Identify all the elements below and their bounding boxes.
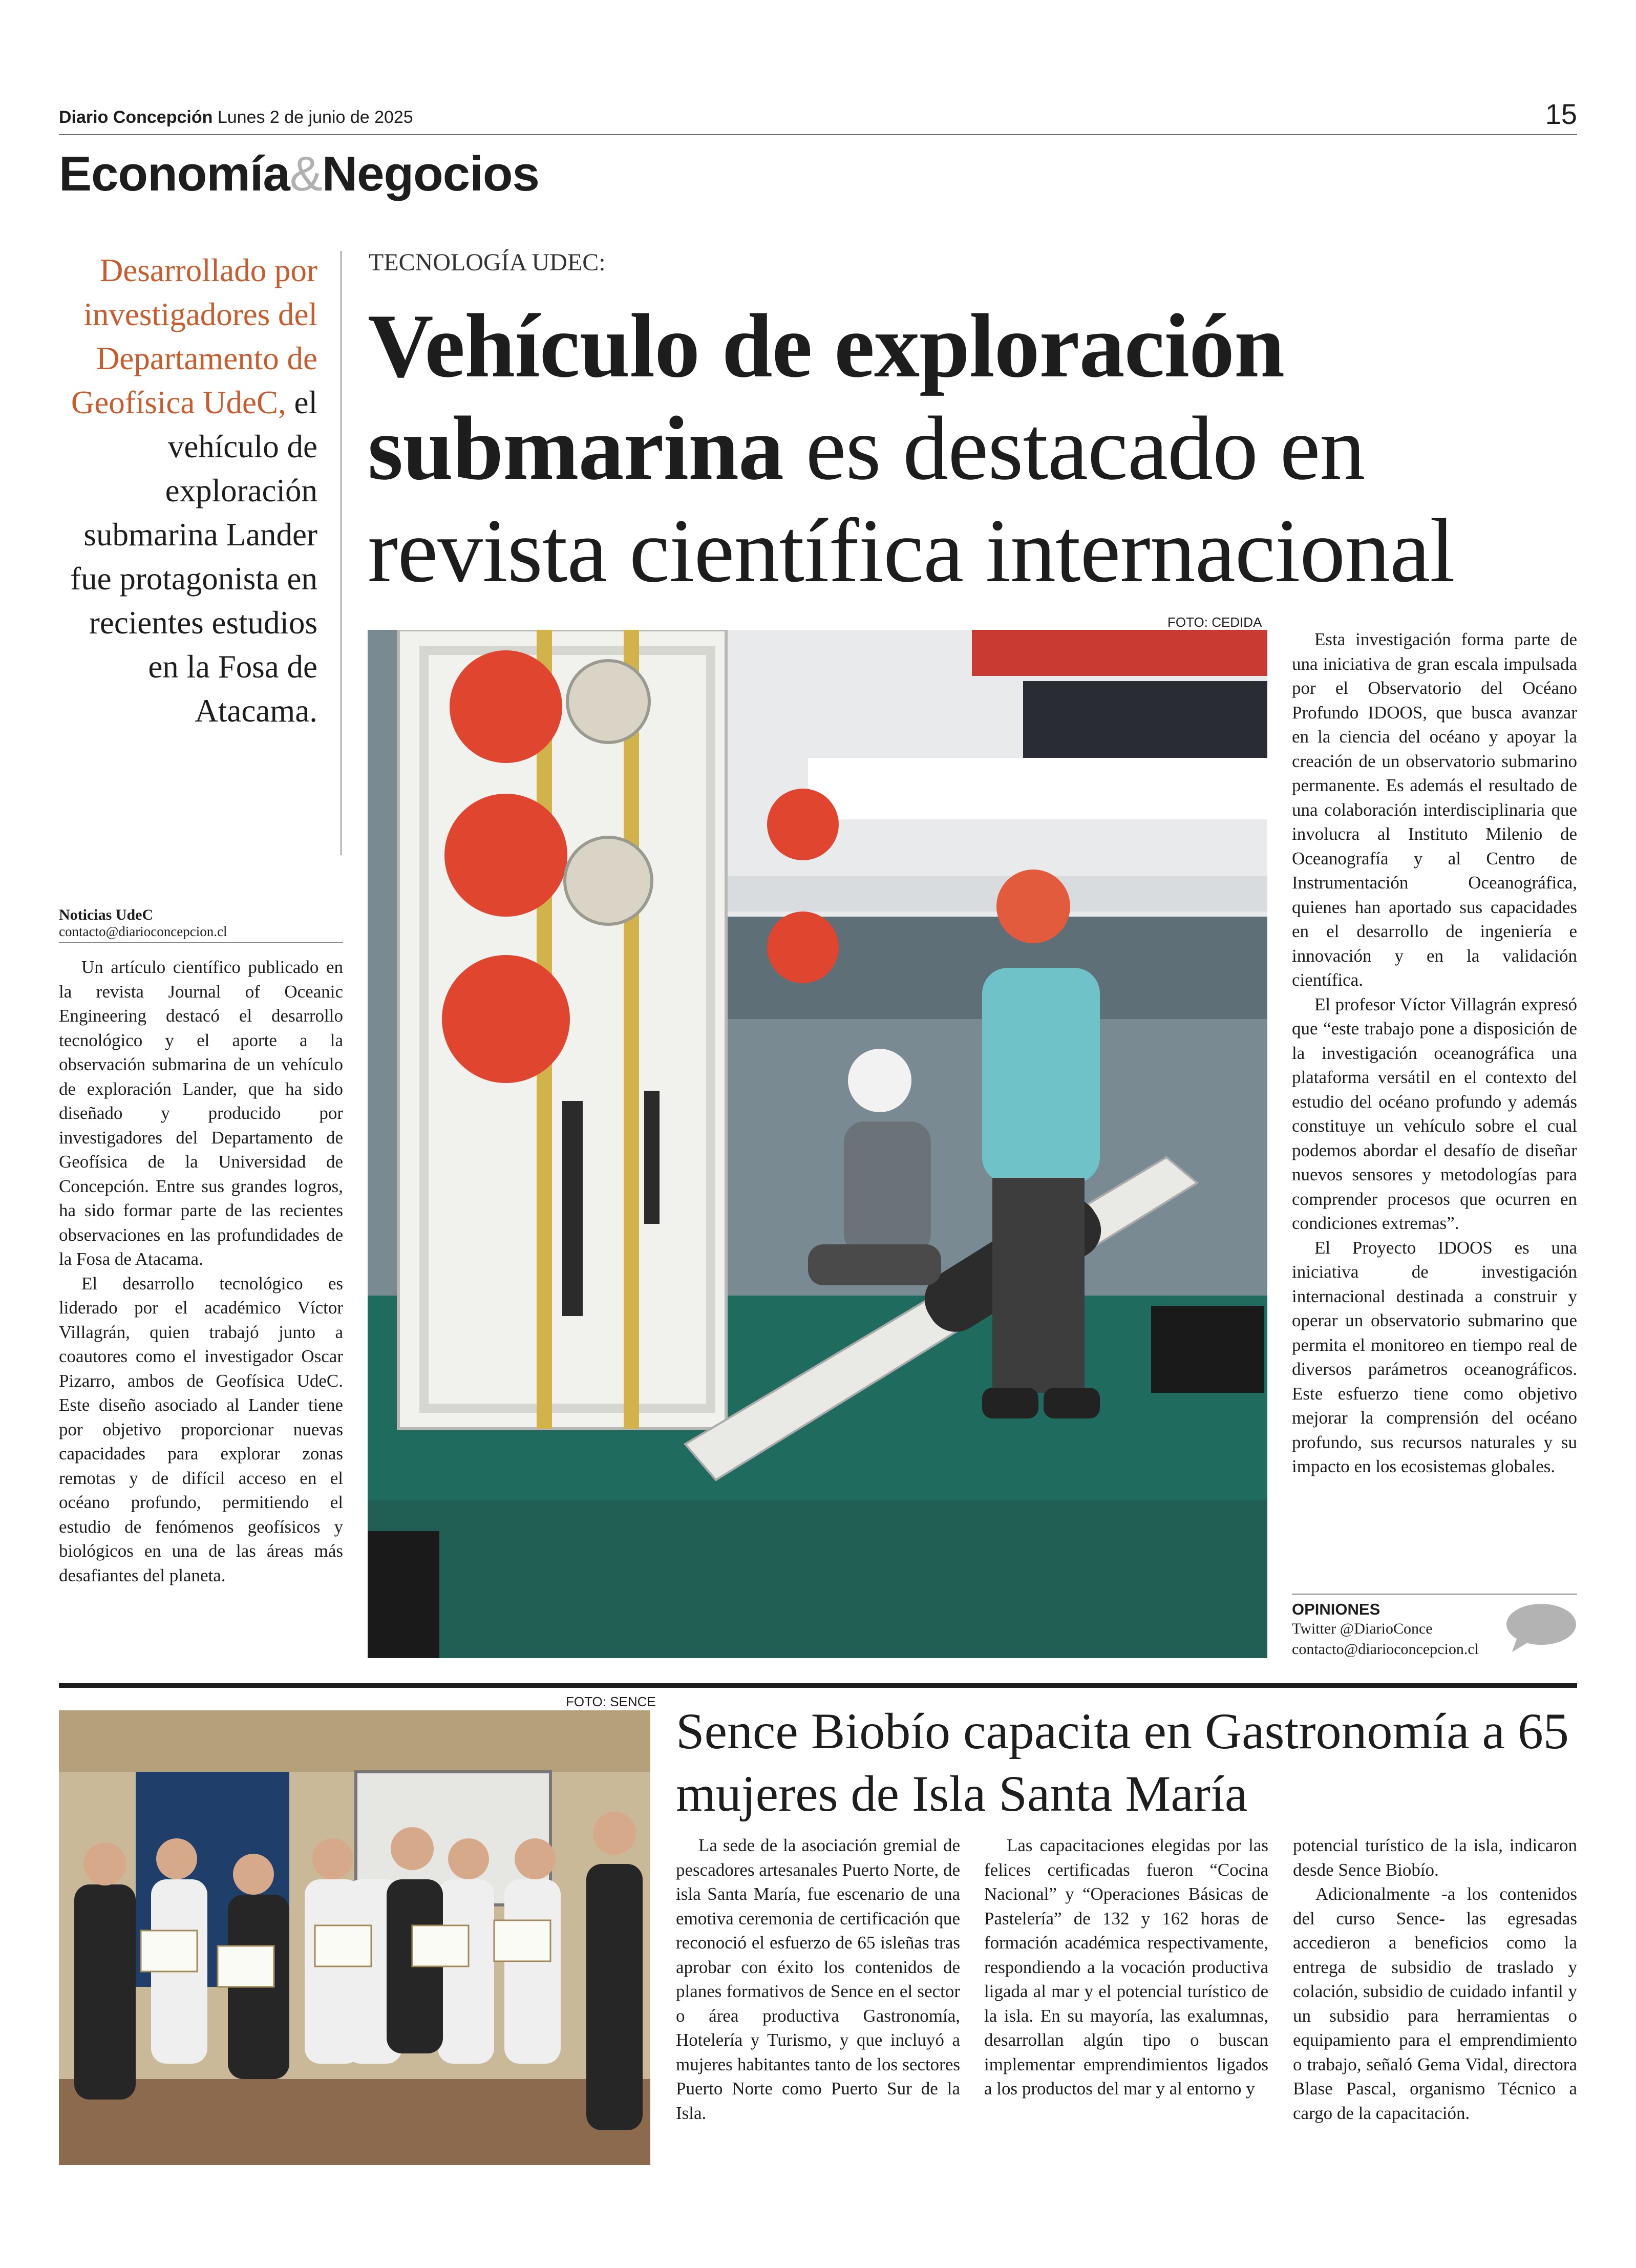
paragraph: El Proyecto IDOOS es una iniciativa de investigación internacional destinada a construir y operar un observatorio submarino que permita el monitoreo en tiempo real de diversos parámetros oceanográficos. Este esfuerzo tiene como objetivo mejorar la comprensión del océano profundo, sus recursos naturales y su impacto en los ecosistemas globales. [1292,1237,1577,1476]
paragraph: potencial turístico de la isla, indicaron desde Sence Biobío. [1293,1835,1577,1880]
opinion-rule [1292,1594,1577,1595]
sence-photo-illustration [59,1710,650,2165]
lander-photo-illustration [368,630,1267,1658]
article-kicker: TECNOLOGÍA UDEC: [369,249,606,276]
paragraph: El profesor Víctor Villagrán expresó que “este trabajo pone a disposición de la investigación oceanográfica una plataforma versátil en el contexto del estudio del océano profundo y además constituye un vehículo sobre el cual podemos abordar el desafío de diseñar nuevos sensores y metodologías para comprender procesos que ocurren en condiciones extremas”. [1292,994,1577,1233]
section-title [59,146,539,202]
photo-credit: FOTO: CEDIDA [1167,614,1262,630]
opinion-box [1292,1600,1479,1660]
byline [59,906,343,940]
issue-date: Lunes 2 de junio de 2025 [217,108,413,127]
paragraph: Un artículo científico publicado en la revista Journal of Oceanic Engineering destacó el desarrollo tecnológico y el aporte a la observación submarina de un vehículo de exploración Lander, que ha sido diseñado y producido por investigadores del Departamento de Geofísica de la Universidad de Concepción. Entre sus grandes logros, ha sido formar parte de las recientes observaciones en las profundidades de la Fosa de Atacama. [59,957,343,1269]
article-deck [51,248,317,733]
section-ampersand: & [289,146,322,201]
article-headline [368,294,1545,602]
section-part-2: Negocios [322,146,539,201]
article-column [984,1833,1268,2101]
deck-text: el vehículo de exploración submarina Lander fue protagonista en recientes estudios en la Fosa de Atacama. [70,385,317,729]
section-part-1: Economía [59,146,290,201]
headline-bold: Vehículo de exploración submarina [368,295,1285,499]
opinion-title: OPINIONES [1292,1600,1380,1618]
article-column [676,1833,960,2125]
newspaper-name: Diario Concepción [59,108,213,127]
paragraph: Esta investigación forma parte de una iniciativa de gran escala impulsada por el Observatorio del Océano Profundo IDOOS, que busca avanzar en la ciencia del océano y apoyar la creación de un observatorio submarino permanente. Es además el resultado de una colaboración interdisciplinaria que involucra al Instituto Milenio de Oceanografía y al Centro de Instrumentación Oceanográfica, quienes han aportado sus capacidades en el desarrollo de ingeniería e innovación y en la validación científica. [1292,629,1577,990]
opinion-twitter: Twitter @DiarioConce [1292,1620,1433,1637]
byline-rule [59,942,343,943]
byline-author: Noticias UdeC [59,906,154,923]
byline-email: contacto@diarioconcepcion.cl [59,924,227,939]
headline-regular: es destacado en revista científica internacional [368,397,1455,601]
lander-photo [368,630,1267,1658]
article-column [1293,1833,1577,2125]
section-separator [59,1683,1577,1688]
sence-group-photo [59,1710,650,2165]
page-number: 15 [1545,98,1577,130]
deck-divider [341,251,342,855]
paragraph: El desarrollo tecnológico es liderado por el académico Víctor Villagrán, quien trabajó junto a coautores como el investigador Oscar Pizarro, ambos de Geofísica UdeC. Este diseño asociado al Lander tiene por objetivo proporcionar nuevas capacidades para explorar zonas remotas y de difícil acceso en el océano profundo, permitiendo el estudio de fenómenos geofísicos y biológicos en una de las áreas más desafiantes del planeta. [59,1273,343,1585]
paragraph: Las capacitaciones elegidas por las felices certificadas fueron “Cocina Nacional” y “Operaciones Básicas de Pastelería” de 132 y 162 horas de formación académica respectivamente, respondiendo a la vocación productiva ligada al mar y el potencial turístico de la isla. En su mayoría, las exalumnas, desarrollan algún tipo o buscan implementar emprendimientos ligados a los productos del mar y al entorno y [984,1835,1268,2099]
paragraph: La sede de la asociación gremial de pescadores artesanales Puerto Norte, de isla Santa María, fue escenario de una emotiva ceremonia de certificación que reconoció el esfuerzo de 65 isleñas tras aprobar con éxito los contenidos de planes formativos de Sence en el sector o área productiva Gastronomía, Hotelería y Turismo, y que incluyó a mujeres habitantes tanto de los sectores Puerto Norte como Puerto Sur de la Isla. [676,1835,960,2123]
page-header [59,108,413,128]
opinion-email: contacto@diarioconcepcion.cl [1292,1641,1479,1658]
photo-credit: FOTO: SENCE [566,1694,656,1709]
speech-bubble-icon [1503,1603,1577,1657]
deck-highlight: Desarrollado por investigadores del Departamento de Geofísica UdeC, [71,252,317,420]
paragraph: Adicionalmente -a los contenidos del curso Sence- las egresadas accedieron a beneficios como la entrega de subsidio de traslado y colación, subsidio de cuidado infantil y un subsidio para herramientas o equipamiento para el emprendimiento o trabajo, señaló Gema Vidal, directora Blase Pascal, organismo Técnico a cargo de la capacitación. [1293,1884,1577,2123]
article-headline: Sence Biobío capacita en Gastronomía a 65 mujeres de Isla Santa María [676,1703,1569,1822]
header-rule [59,134,1577,135]
article-left-column [59,955,343,1587]
article-right-column [1292,627,1577,1479]
